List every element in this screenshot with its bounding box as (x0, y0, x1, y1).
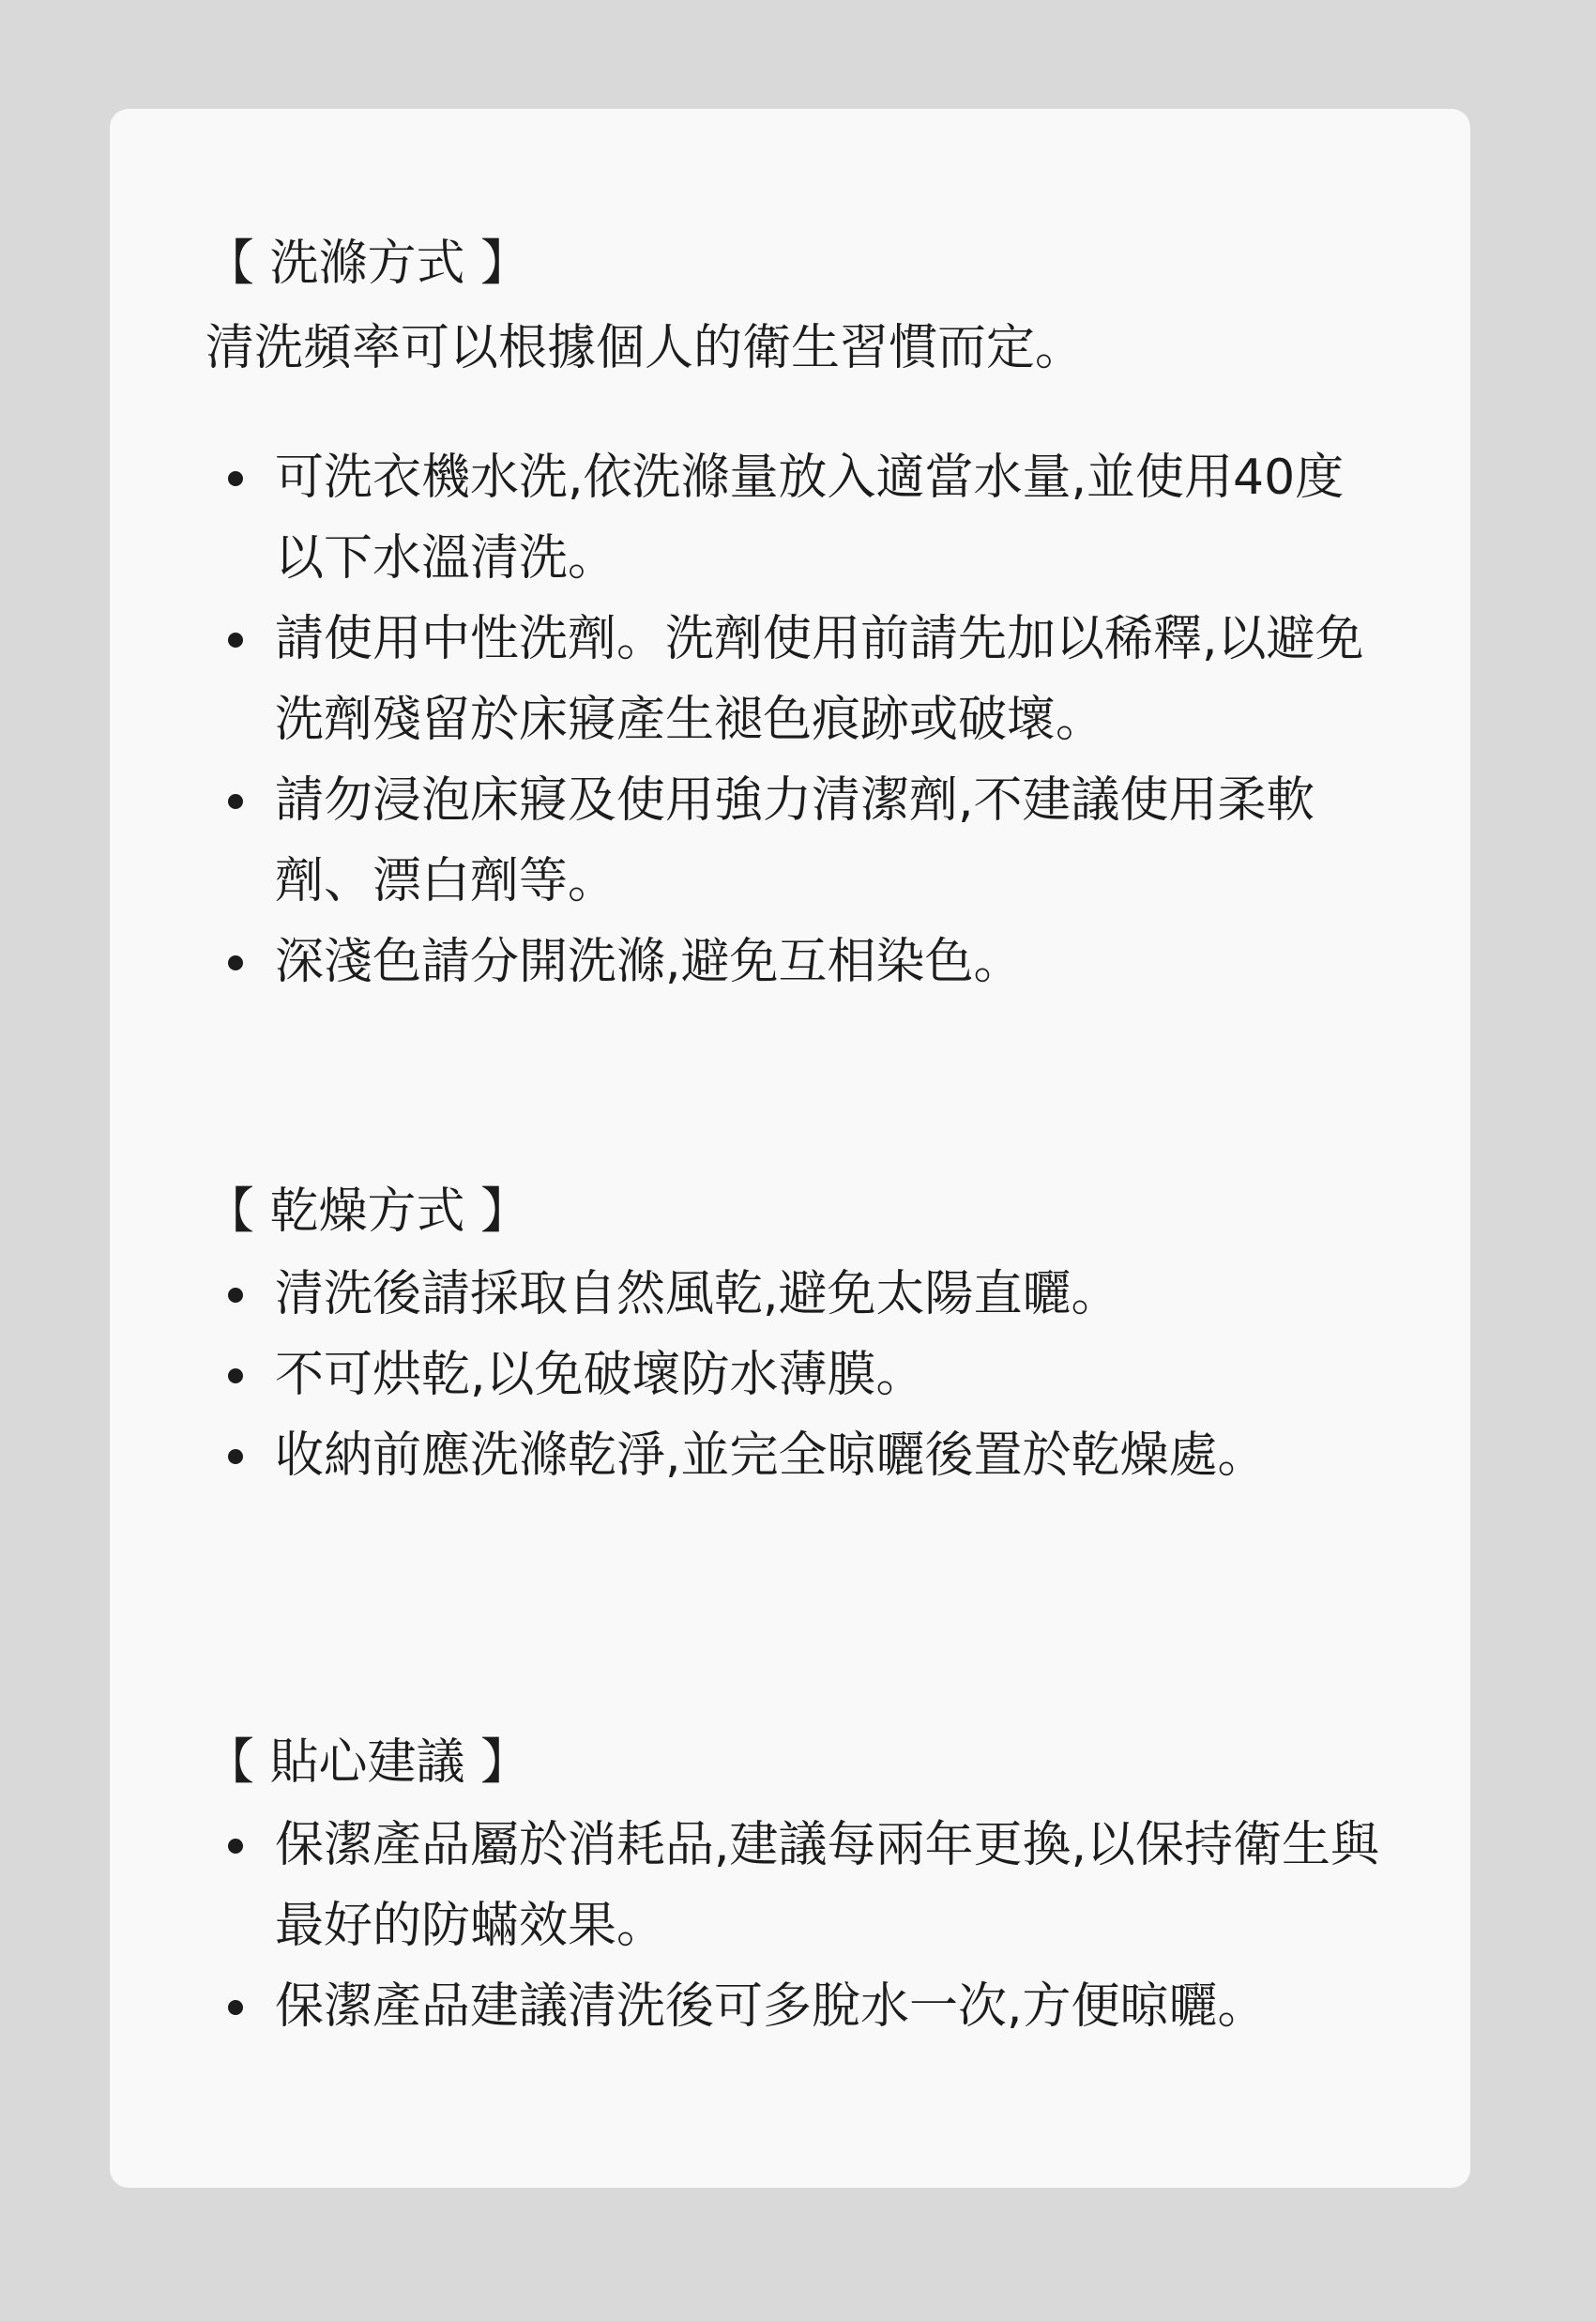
washing-heading: 【 洗滌方式 】 (205, 236, 530, 292)
bullet-dot-icon (228, 633, 243, 648)
instructions-card (110, 109, 1470, 2188)
drying-list (205, 1254, 1433, 1496)
list-item-text: 保潔產品屬於消耗品,建議每兩年更換,以保持衛生與最好的防蟎效果。 (275, 1817, 1380, 1954)
list-item-text: 收納前應洗滌乾淨,並完全晾曬後置於乾燥處。 (275, 1428, 1267, 1484)
list-item-text: 清洗後請採取自然風乾,避免太陽直曬。 (275, 1266, 1120, 1322)
tips-heading: 【 貼心建議 】 (205, 1734, 530, 1791)
list-item (205, 1254, 1382, 1335)
drying-heading: 【 乾燥方式 】 (205, 1183, 530, 1240)
list-item-text: 請使用中性洗劑。洗劑使用前請先加以稀釋,以避免洗劑殘留於床寢產生褪色痕跡或破壞。 (275, 611, 1364, 748)
bullet-dot-icon (228, 794, 243, 809)
list-item (205, 599, 1382, 760)
list-item (205, 437, 1382, 599)
bullet-dot-icon (228, 2000, 243, 2015)
tips-list (205, 1805, 1433, 2047)
list-item (205, 1805, 1382, 1966)
list-item (205, 1966, 1382, 2047)
tips-section (205, 1720, 1433, 2047)
bullet-dot-icon (228, 955, 243, 970)
washing-intro: 清洗頻率可以根據個人的衛生習慣而定。 (205, 320, 1085, 376)
bullet-dot-icon (228, 1288, 243, 1303)
list-item-text: 保潔產品建議清洗後可多脫水一次,方便晾曬。 (275, 1978, 1267, 2035)
list-item-text: 可洗衣機水洗,依洗滌量放入適當水量,並使用40度以下水溫清洗。 (275, 450, 1345, 587)
bullet-dot-icon (228, 1839, 243, 1854)
bullet-dot-icon (228, 471, 243, 486)
drying-section (205, 1169, 1433, 1496)
list-item-text: 請勿浸泡床寢及使用強力清潔劑,不建議使用柔軟劑、漂白劑等。 (275, 772, 1315, 909)
bullet-dot-icon (228, 1449, 243, 1464)
list-item (205, 1335, 1382, 1415)
list-item (205, 1415, 1382, 1496)
washing-list (205, 437, 1433, 1002)
list-item (205, 922, 1382, 1002)
list-item (205, 760, 1382, 922)
list-item-text: 不可烘乾,以免破壞防水薄膜。 (275, 1347, 925, 1403)
list-item-text: 深淺色請分開洗滌,避免互相染色。 (275, 934, 1023, 990)
bullet-dot-icon (228, 1368, 243, 1383)
washing-section (205, 221, 1433, 1002)
